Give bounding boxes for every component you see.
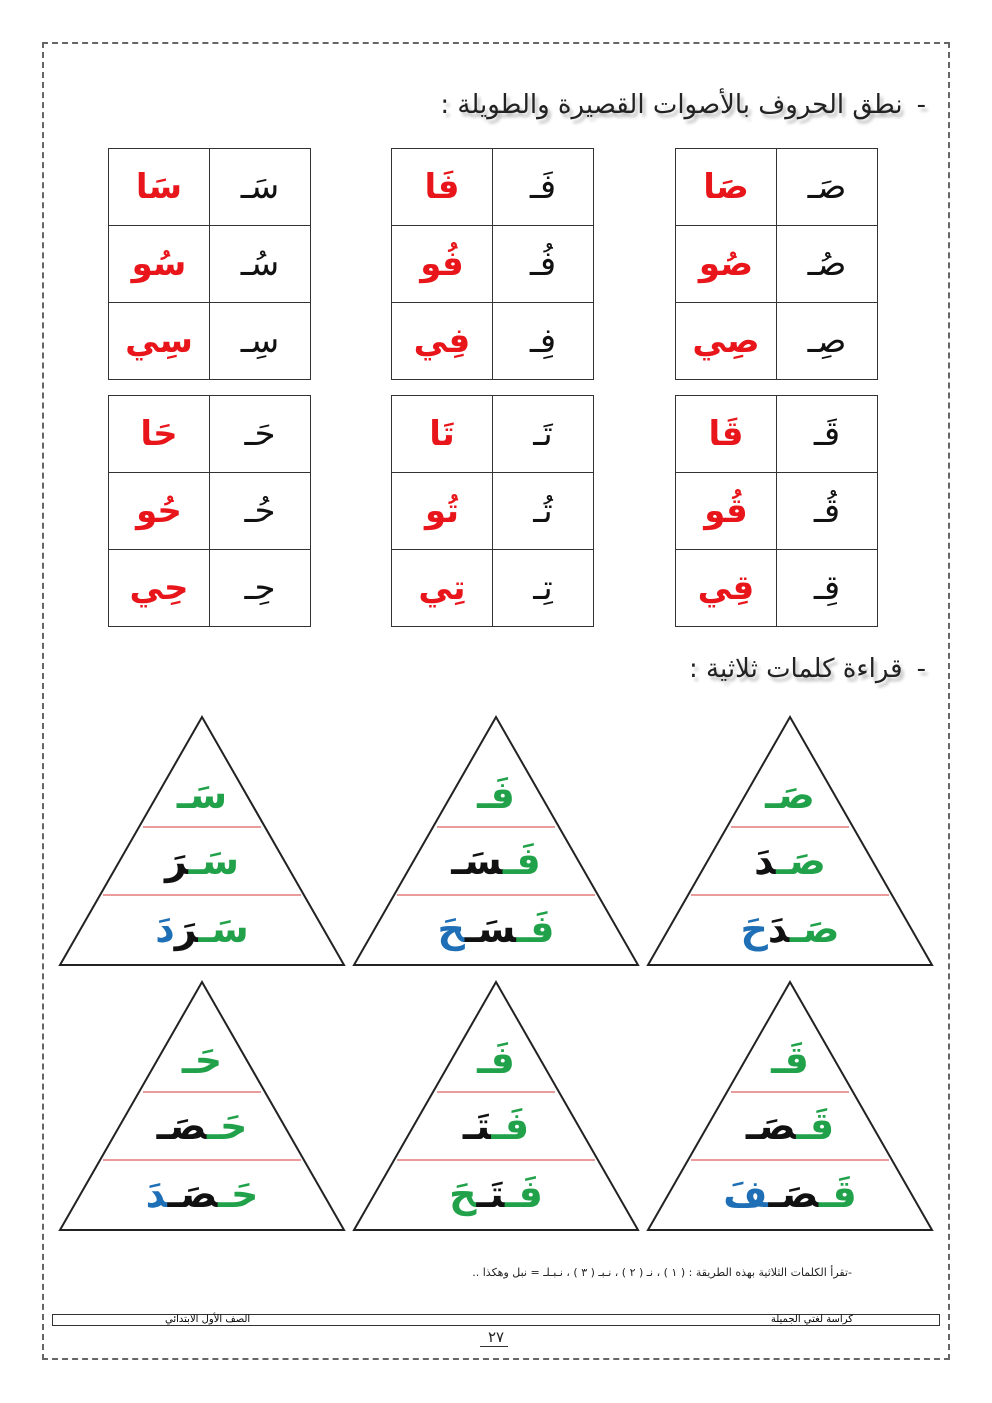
- long-vowel-cell: تُو: [392, 473, 493, 550]
- long-vowel-cell: صِي: [676, 303, 777, 380]
- pyramid-letter: فَ: [723, 1172, 769, 1216]
- pyramid-letter: حَ: [449, 1172, 477, 1216]
- word-pyramid: [352, 715, 640, 967]
- long-vowel-cell: حَا: [109, 396, 210, 473]
- footer-bar: [52, 1314, 940, 1326]
- long-vowel-cell: فُو: [392, 226, 493, 303]
- letter-grid-sin: [108, 148, 311, 380]
- short-vowel-cell: سَـ: [210, 149, 311, 226]
- long-vowel-cell: قُو: [676, 473, 777, 550]
- long-vowel-cell: حِي: [109, 550, 210, 627]
- short-vowel-cell: صِـ: [777, 303, 878, 380]
- short-vowel-cell: حَـ: [210, 396, 311, 473]
- word-pyramid: [646, 980, 934, 1232]
- long-vowel-cell: فَا: [392, 149, 493, 226]
- short-vowel-cell: فُـ: [493, 226, 594, 303]
- pyramid-letter: صَـ: [156, 1104, 208, 1148]
- pyramid-letter: دَ: [155, 907, 175, 951]
- pyramid-letter: دَ: [767, 907, 790, 951]
- short-vowel-cell: حُـ: [210, 473, 311, 550]
- pyramid-letter: سَـ: [451, 839, 503, 883]
- heading-dash: -: [916, 654, 926, 684]
- pyramid-top-syllable: قَـ: [771, 1038, 809, 1082]
- short-vowel-cell: تِـ: [493, 550, 594, 627]
- word-pyramid: [646, 715, 934, 967]
- pyramid-letter: صَـ: [167, 1172, 218, 1216]
- pyramid-letter: صَـ: [745, 1104, 797, 1148]
- long-vowel-cell: سَا: [109, 149, 210, 226]
- long-vowel-cell: تِي: [392, 550, 493, 627]
- heading-dash: -: [916, 90, 926, 120]
- short-vowel-cell: سُـ: [210, 226, 311, 303]
- word-pyramid: [352, 980, 640, 1232]
- pyramid-top-syllable: سَـ: [176, 773, 228, 817]
- section-heading-three-letter-words: [689, 654, 926, 684]
- pyramid-letter: حَ: [740, 907, 768, 951]
- pyramid-letter: فَـ: [491, 1104, 530, 1148]
- pyramid-letter: حَـ: [207, 1104, 248, 1148]
- letter-grid-fa: [391, 148, 594, 380]
- pyramid-letter: دَ: [754, 839, 777, 883]
- heading-text: نطق الحروف بالأصوات القصيرة والطويلة :: [440, 90, 903, 120]
- footer-grade: الصف الأول الابتدائي: [165, 1314, 251, 1325]
- reading-instructions: -تقرأ الكلمات الثلاثية بهذه الطريقة : ( ١ ) ، نـ ( ٢ ) ، نـبـ ( ٣ ) ، نـبـلـ = نبل وهكذا ..: [472, 1266, 852, 1279]
- short-vowel-cell: تَـ: [493, 396, 594, 473]
- footer-book-title: كراسة لغتي الجميلة: [770, 1314, 853, 1325]
- long-vowel-cell: سِي: [109, 303, 210, 380]
- pyramid-letter: فَـ: [516, 907, 555, 951]
- long-vowel-cell: قِي: [676, 550, 777, 627]
- pyramid-letter: سَـ: [188, 839, 239, 883]
- pyramid-top-syllable: حَـ: [181, 1038, 223, 1082]
- pyramid-top-syllable: فَـ: [477, 773, 515, 817]
- pyramid-letter: رَ: [165, 839, 189, 883]
- word-pyramid: [58, 980, 346, 1232]
- page-number: ٢٧: [487, 1328, 505, 1346]
- pyramid-letter: فَـ: [505, 1172, 543, 1216]
- pyramid-top-syllable: فَـ: [477, 1038, 515, 1082]
- letter-grid-qaf: [675, 395, 878, 627]
- pyramid-letter: تَـ: [462, 1104, 492, 1148]
- pyramid-letter: فَـ: [502, 839, 541, 883]
- heading-text: قراءة كلمات ثلاثية :: [689, 654, 903, 684]
- pyramid-letter: حَـ: [218, 1172, 259, 1216]
- long-vowel-cell: صَا: [676, 149, 777, 226]
- word-pyramid: [58, 715, 346, 967]
- pyramid-letter: صَـ: [768, 1172, 819, 1216]
- short-vowel-cell: حِـ: [210, 550, 311, 627]
- pyramid-letter: سَـ: [198, 907, 249, 951]
- pyramid-letter: حَ: [437, 907, 465, 951]
- pyramid-letter: قَـ: [796, 1104, 835, 1148]
- pyramid-letter: صَـ: [776, 839, 826, 883]
- letter-grid-ta: [391, 395, 594, 627]
- short-vowel-cell: قُـ: [777, 473, 878, 550]
- section-heading-pronunciation: [440, 90, 926, 120]
- pyramid-letter: تَـ: [476, 1172, 505, 1216]
- long-vowel-cell: سُو: [109, 226, 210, 303]
- long-vowel-cell: حُو: [109, 473, 210, 550]
- pyramid-letter: صَـ: [789, 907, 840, 951]
- long-vowel-cell: قَا: [676, 396, 777, 473]
- pyramid-letter: رَ: [174, 907, 199, 951]
- letter-grid-sad: [675, 148, 878, 380]
- short-vowel-cell: تُـ: [493, 473, 594, 550]
- short-vowel-cell: قِـ: [777, 550, 878, 627]
- short-vowel-cell: صَـ: [777, 149, 878, 226]
- long-vowel-cell: فِي: [392, 303, 493, 380]
- short-vowel-cell: سِـ: [210, 303, 311, 380]
- long-vowel-cell: صُو: [676, 226, 777, 303]
- letter-grid-ha: [108, 395, 311, 627]
- short-vowel-cell: فَـ: [493, 149, 594, 226]
- short-vowel-cell: قَـ: [777, 396, 878, 473]
- pyramid-top-syllable: صَـ: [765, 773, 815, 817]
- long-vowel-cell: تَا: [392, 396, 493, 473]
- pyramid-letter: دَ: [145, 1172, 168, 1216]
- page-number-underline: [480, 1346, 508, 1347]
- short-vowel-cell: صُـ: [777, 226, 878, 303]
- pyramid-letter: قَـ: [818, 1172, 857, 1216]
- short-vowel-cell: فِـ: [493, 303, 594, 380]
- pyramid-letter: سَـ: [464, 907, 517, 951]
